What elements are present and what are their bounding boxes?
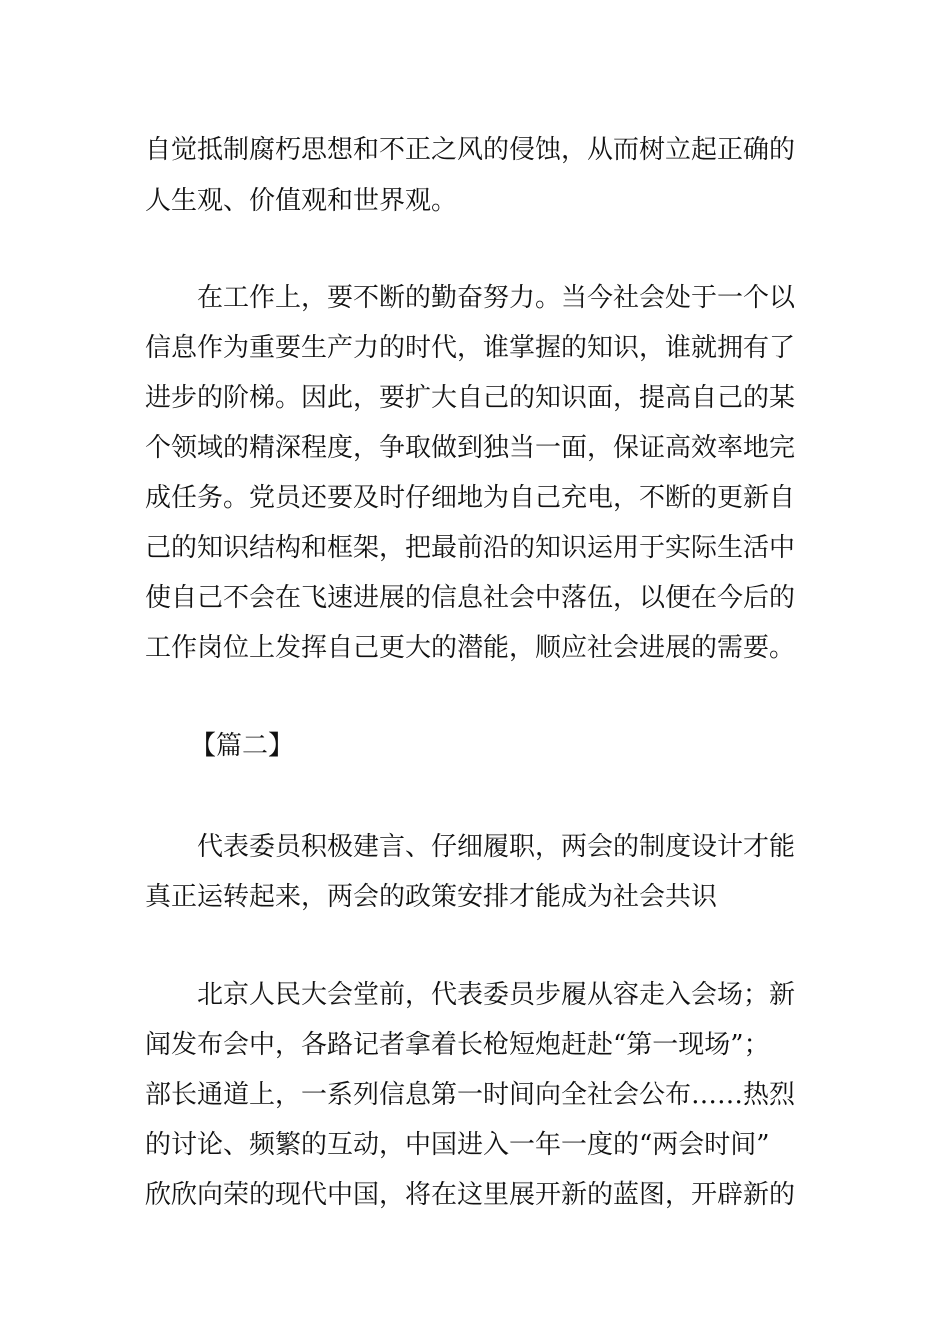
paragraph-line: 人生观、价值观和世界观。 — [145, 186, 458, 216]
paragraph-line: 个领域的精深程度，争取做到独当一面，保证高效率地完 — [145, 433, 796, 463]
paragraph-line: 工作岗位上发挥自己更大的潜能，顺应社会进展的需要。 — [145, 633, 796, 663]
section-heading: 【篇二】 — [190, 731, 295, 761]
paragraph-line: 在工作上，要不断的勤奋努力。当今社会处于一个以 — [197, 283, 796, 313]
paragraph-line: 闻发布会中，各路记者拿着长枪短炮赶赴“第一现场”； — [145, 1030, 770, 1060]
paragraph-line: 部长通道上，一系列信息第一时间向全社会公布……热烈 — [145, 1080, 796, 1110]
paragraph-line: 真正运转起来，两会的政策安排才能成为社会共识 — [145, 882, 718, 912]
paragraph-line: 成任务。党员还要及时仔细地为自己充电，不断的更新自 — [145, 483, 796, 513]
paragraph-line: 自觉抵制腐朽思想和不正之风的侵蚀，从而树立起正确的 — [145, 135, 796, 165]
paragraph-line: 欣欣向荣的现代中国，将在这里展开新的蓝图，开辟新的 — [145, 1180, 796, 1210]
paragraph-line: 进步的阶梯。因此，要扩大自己的知识面，提高自己的某 — [145, 383, 796, 413]
paragraph-line: 北京人民大会堂前，代表委员步履从容走入会场；新 — [197, 980, 796, 1010]
paragraph-line: 使自己不会在飞速进展的信息社会中落伍，以便在今后的 — [145, 583, 796, 613]
paragraph-line: 的讨论、频繁的互动，中国进入一年一度的“两会时间” — [145, 1130, 770, 1160]
paragraph-line: 己的知识结构和框架，把最前沿的知识运用于实际生活中 — [145, 533, 796, 563]
paragraph-line: 信息作为重要生产力的时代，谁掌握的知识，谁就拥有了 — [145, 333, 796, 363]
paragraph-line: 代表委员积极建言、仔细履职，两会的制度设计才能 — [197, 832, 796, 862]
